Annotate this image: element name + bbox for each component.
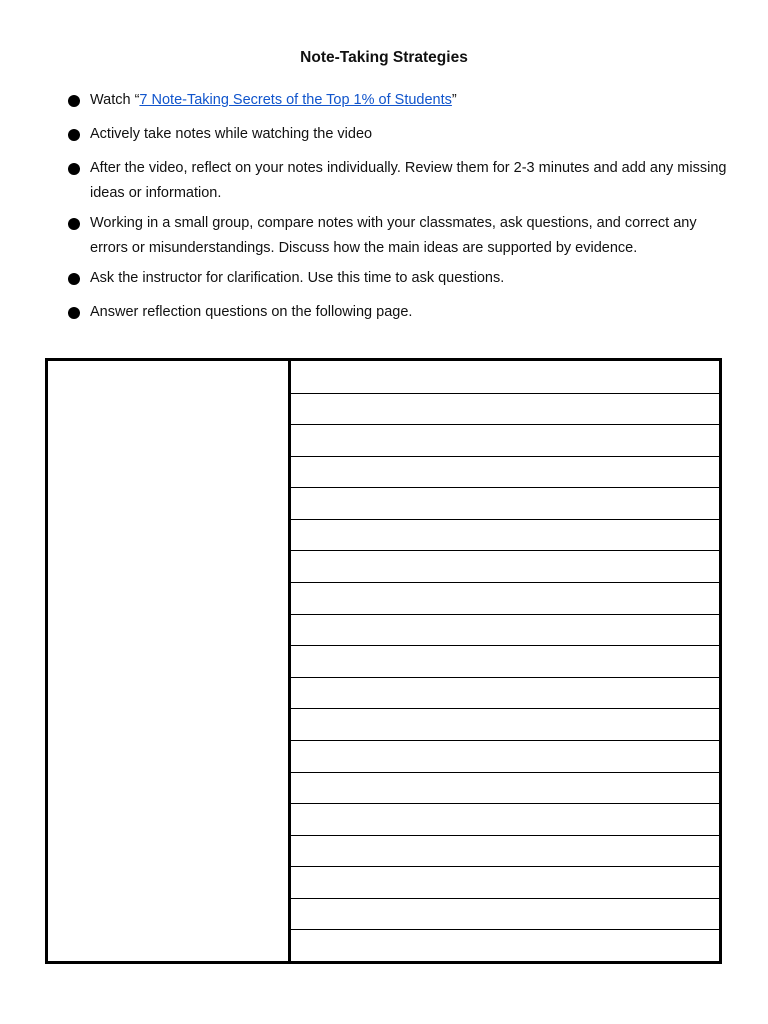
list-item-text: [90, 88, 728, 113]
ruled-line: [291, 740, 719, 741]
video-link[interactable]: 7 Note-Taking Secrets of the Top 1% of Students: [139, 92, 452, 108]
ruled-line: [291, 866, 719, 867]
notes-column[interactable]: [291, 361, 719, 961]
list-item-reflection-questions: [68, 300, 728, 325]
list-item-text: Ask the instructor for clarification. Use this time to ask questions.: [90, 270, 505, 286]
list-item-watch: [68, 88, 728, 113]
ruled-line: [291, 708, 719, 709]
page-title: Note-Taking Strategies: [300, 49, 468, 66]
list-item-text: Actively take notes while watching the video: [90, 126, 373, 142]
ruled-line: [291, 929, 719, 930]
bullet-icon: [68, 95, 80, 107]
watch-prefix: Watch “: [90, 92, 140, 108]
bullet-icon: [68, 129, 80, 141]
ruled-line: [291, 550, 719, 551]
list-item-reflect: [68, 156, 728, 206]
list-item-text: Working in a small group, compare notes with your classmates, ask questions, and correct any errors or misunderstandings. Discuss how the main ideas are supported by evidence.: [90, 215, 697, 256]
bullet-icon: [68, 307, 80, 319]
cue-column[interactable]: [48, 361, 291, 961]
ruled-line: [291, 614, 719, 615]
ruled-line: [291, 677, 719, 678]
list-item-clarification: [68, 266, 728, 291]
bullet-icon: [68, 163, 80, 175]
ruled-line: [291, 803, 719, 804]
ruled-line: [291, 424, 719, 425]
bullet-icon: [68, 273, 80, 285]
ruled-line: [291, 456, 719, 457]
bullet-icon: [68, 218, 80, 230]
ruled-line: [291, 582, 719, 583]
ruled-line: [291, 519, 719, 520]
list-item-group-work: [68, 211, 728, 261]
cornell-notes-table: [45, 358, 722, 964]
ruled-line: [291, 772, 719, 773]
ruled-line: [291, 487, 719, 488]
list-item-take-notes: [68, 122, 728, 147]
list-item-text: Answer reflection questions on the following page.: [90, 304, 413, 320]
ruled-line: [291, 645, 719, 646]
ruled-line: [291, 835, 719, 836]
list-item-text: After the video, reflect on your notes individually. Review them for 2-3 minutes and add any missing ideas or information.: [90, 160, 727, 201]
watch-suffix: ”: [451, 92, 457, 108]
ruled-line: [291, 898, 719, 899]
ruled-line: [291, 393, 719, 394]
